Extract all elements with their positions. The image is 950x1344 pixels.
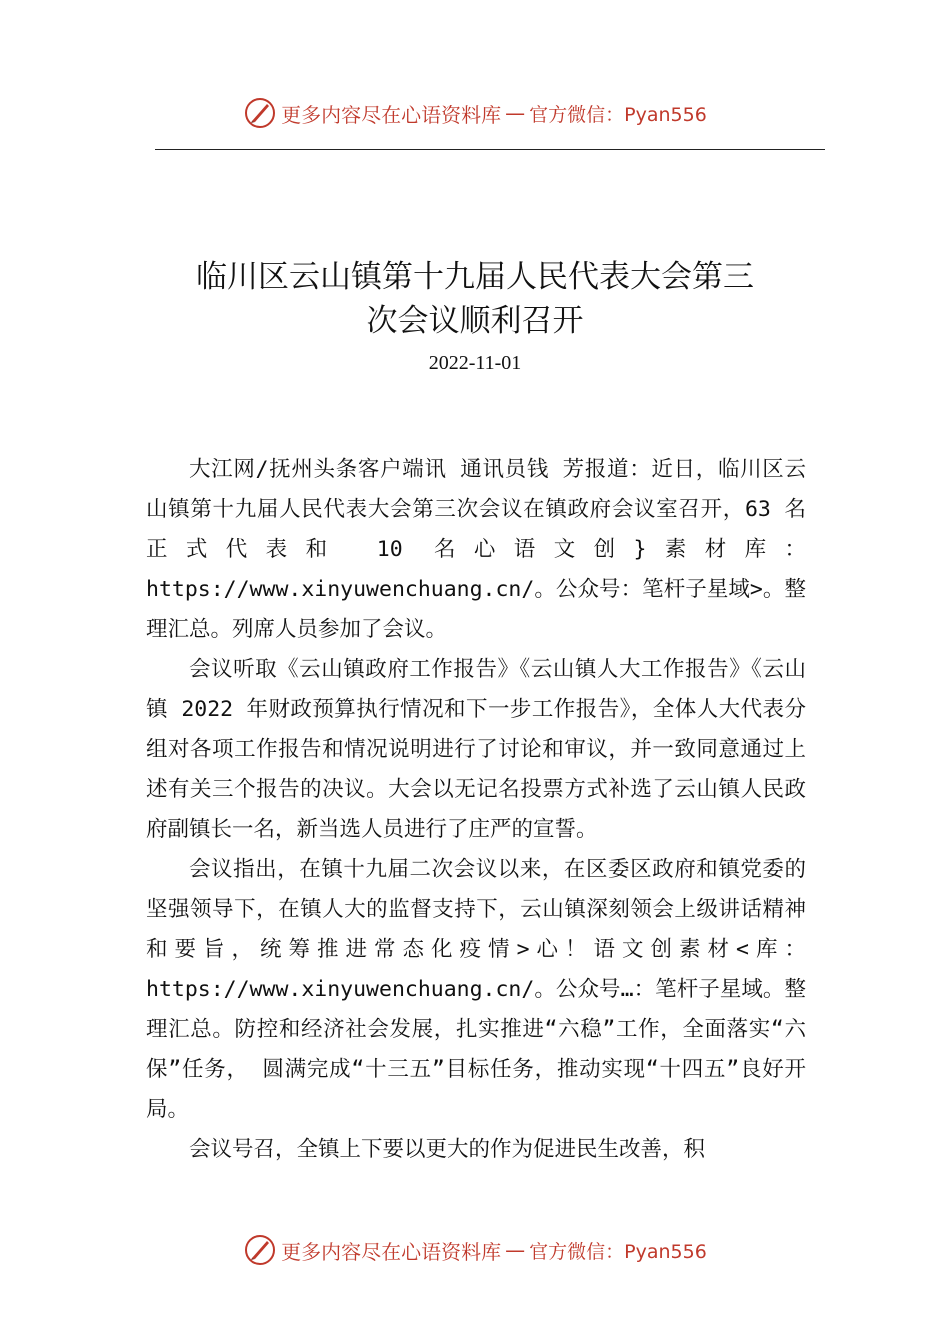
quill-seal-icon — [243, 96, 277, 130]
page-header — [0, 96, 950, 136]
title-line-1: 临川区云山镇第十九届人民代表大会第三 — [196, 259, 754, 295]
article-title — [140, 255, 810, 343]
paragraph-4: 会议号召，全镇上下要以更大的作为促进民生改善，积 — [189, 1137, 706, 1162]
quill-seal-icon — [243, 1233, 277, 1267]
article-date: 2022-11-01 — [428, 352, 522, 374]
title-line-2: 次会议顺利召开 — [366, 303, 584, 339]
article-body — [146, 450, 806, 1170]
banner-separator: — — [505, 101, 526, 125]
paragraph-3: 会议指出，在镇十九届二次会议以来，在区委区政府和镇党委的坚强领导下，在镇人大的监督支持下，云山镇深刻领会上级讲话精神和要旨，统筹推进常态化疫情>心！语文创素材<库：https://www.xinyuwenchuang.cn/。公众号…：笔杆子星域。整理汇总。防控和经济社会发展，扎实推进“六稳”工作，全面落实“六保”任务， 圆满完成“十三五”目标任务，推动实现“十四五”良好开局。 — [146, 857, 806, 1122]
footer-banner-main-text: 更多内容尽在心语资料库 — [281, 1239, 502, 1264]
footer-banner-wechat-text: 官方微信：Pyan556 — [529, 1240, 707, 1263]
page-footer — [0, 1233, 950, 1273]
banner-wechat-text: 官方微信：Pyan556 — [529, 103, 707, 126]
header-divider — [155, 149, 825, 150]
banner-main-text: 更多内容尽在心语资料库 — [281, 102, 502, 127]
footer-banner — [243, 1233, 707, 1267]
footer-banner-separator: — — [505, 1238, 526, 1262]
paragraph-2: 会议听取《云山镇政府工作报告》《云山镇人大工作报告》《云山镇 2022 年财政预算执行情况和下一步工作报告》，全体人大代表分组对各项工作报告和情况说明进行了讨论和审议，并一致同意通过上述有关三个报告的决议。大会以无记名投票方式补选了云山镇人民政府副镇长一名，新当选人员进行了庄严的宣誓。 — [146, 657, 806, 842]
paragraph-1: 大江网/抚州头条客户端讯 通讯员钱 芳报道：近日，临川区云山镇第十九届人民代表大会第三次会议在镇政府会议室召开，63 名正式代表和 10 名心语文创}素材库：https://www.xinyuwenchuang.cn/。公众号：笔杆子星域>。整理汇总。列席人员参加了会议。 — [146, 457, 806, 642]
header-banner — [243, 96, 707, 130]
